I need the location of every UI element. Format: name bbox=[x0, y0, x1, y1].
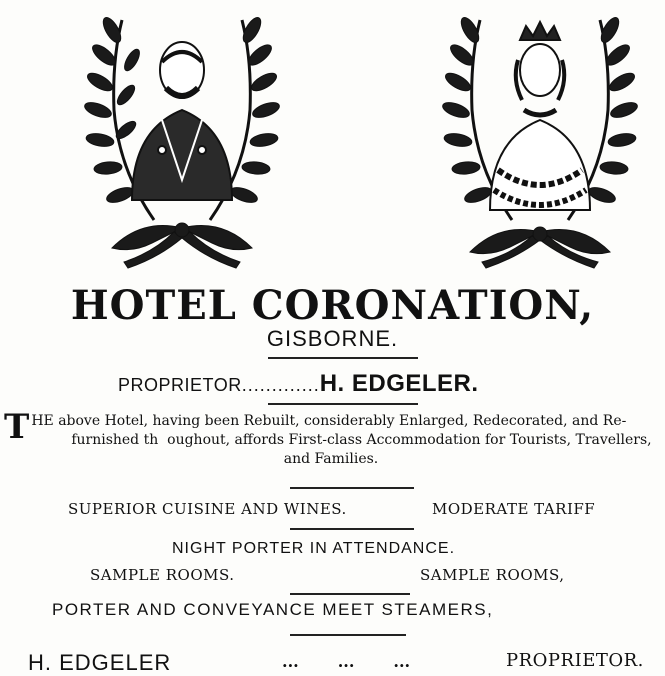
proprietor-label: PROPRIETOR bbox=[118, 375, 242, 395]
proprietor-name: H. EDGELER. bbox=[319, 370, 479, 397]
laurel-wreath-icon bbox=[420, 0, 660, 272]
hotel-location: GISBORNE. bbox=[266, 326, 399, 351]
divider bbox=[268, 357, 418, 359]
footer-dots: ... ... ... bbox=[282, 652, 411, 671]
divider bbox=[290, 593, 410, 595]
divider bbox=[290, 634, 406, 636]
divider bbox=[290, 528, 414, 530]
queen-portrait-illustration bbox=[420, 0, 660, 272]
description-line-2: furnished th oughout, affords First-class Accommodation for Tourists, Travellers, bbox=[71, 432, 652, 448]
sample-rooms-left: SAMPLE ROOMS. bbox=[90, 566, 235, 584]
drop-cap: T bbox=[4, 407, 30, 447]
description-line-3: and Families. bbox=[283, 451, 379, 467]
description-line-1: HE above Hotel, having been Rebuilt, considerably Enlarged, Redecorated, and Re- bbox=[31, 413, 627, 429]
cuisine-text: SUPERIOR CUISINE AND WINES. bbox=[68, 500, 347, 518]
hotel-description bbox=[4, 407, 658, 469]
tariff-text: MODERATE TARIFF bbox=[432, 500, 596, 518]
proprietor-line bbox=[118, 370, 479, 398]
hotel-title: HOTEL CORONATION, bbox=[70, 282, 595, 329]
footer-proprietor-name: H. EDGELER bbox=[28, 650, 172, 675]
footer-proprietor-title: PROPRIETOR. bbox=[506, 650, 644, 671]
proprietor-dots: ............. bbox=[241, 375, 320, 395]
laurel-wreath-icon bbox=[62, 0, 302, 272]
divider bbox=[268, 403, 418, 405]
night-porter-text: NIGHT PORTER IN ATTENDANCE. bbox=[172, 540, 456, 557]
king-portrait-illustration bbox=[62, 0, 302, 272]
porter-text: PORTER AND CONVEYANCE MEET STEAMERS, bbox=[52, 600, 494, 619]
sample-rooms-right: SAMPLE ROOMS, bbox=[420, 566, 565, 584]
divider bbox=[290, 487, 414, 489]
